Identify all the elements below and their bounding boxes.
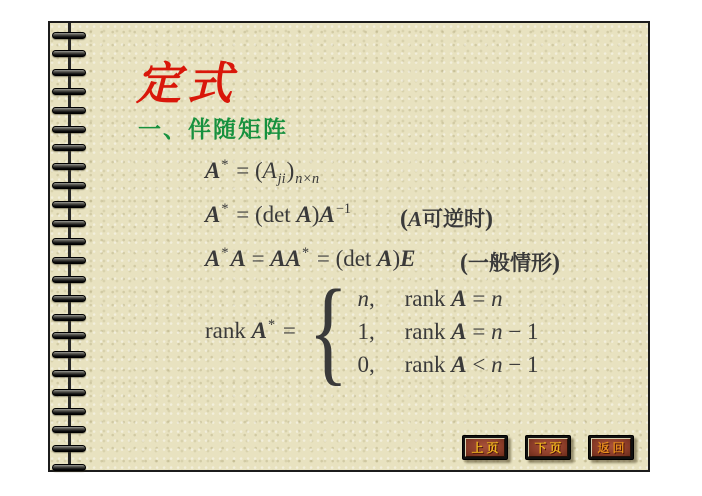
binder-ring	[52, 370, 86, 377]
binder-ring	[52, 107, 86, 114]
binder-ring	[52, 88, 86, 95]
rank-case-list	[357, 282, 538, 381]
math-expression: A* = (det A)A−1	[205, 201, 351, 227]
binder-ring	[52, 182, 86, 189]
binder-ring	[52, 351, 86, 358]
binder-ring	[52, 257, 86, 264]
slide-page	[48, 21, 650, 472]
return-button-face	[591, 438, 631, 457]
binder-ring	[52, 69, 86, 76]
return-label: 返回	[597, 441, 628, 455]
page-title: 定式	[136, 59, 239, 109]
binder-ring	[52, 126, 86, 133]
binder-ring	[52, 445, 86, 452]
binder-ring	[52, 314, 86, 321]
rank-case-row: 0, rank A < n − 1	[357, 351, 539, 377]
prev-page-button-face	[465, 438, 505, 457]
math-expression: A* = (Aji)n×n	[205, 157, 320, 187]
binder-ring	[52, 276, 86, 283]
formula-adjoint-definition	[205, 157, 320, 187]
left-brace: {	[308, 265, 348, 396]
section-heading: 一、伴随矩阵	[138, 116, 288, 142]
formula-rank-cases	[205, 265, 539, 396]
next-page-button-face	[528, 438, 568, 457]
binder-ring	[52, 389, 86, 396]
return-button[interactable]	[588, 435, 634, 460]
binder-ring	[52, 32, 86, 39]
prev-page-label: 上页	[471, 441, 502, 455]
next-page-label: 下页	[534, 441, 565, 455]
formula-note-general: (一般情形)	[460, 250, 560, 276]
rank-case-row: n, rank A = n	[357, 285, 503, 311]
rank-case-row: 1, rank A = n − 1	[357, 318, 539, 344]
binder-ring	[52, 464, 86, 471]
binder-ring	[52, 332, 86, 339]
math-expression: A*A = AA* = (det A)E	[205, 245, 416, 271]
math-expression: rank A* =	[205, 317, 296, 344]
binder-ring	[52, 220, 86, 227]
binder-ring	[52, 163, 86, 170]
binder-ring	[52, 408, 86, 415]
formula-adjoint-inverse	[205, 201, 494, 232]
next-page-button[interactable]	[525, 435, 571, 460]
prev-page-button[interactable]	[462, 435, 508, 460]
binder-ring	[52, 50, 86, 57]
binder-ring	[52, 426, 86, 433]
binder-ring	[52, 201, 86, 208]
nav-buttons	[462, 435, 634, 460]
formula-note-invertible: (A可逆时)	[400, 206, 494, 232]
binder-ring	[52, 144, 86, 151]
binder-ring	[52, 238, 86, 245]
binder-ring	[52, 295, 86, 302]
